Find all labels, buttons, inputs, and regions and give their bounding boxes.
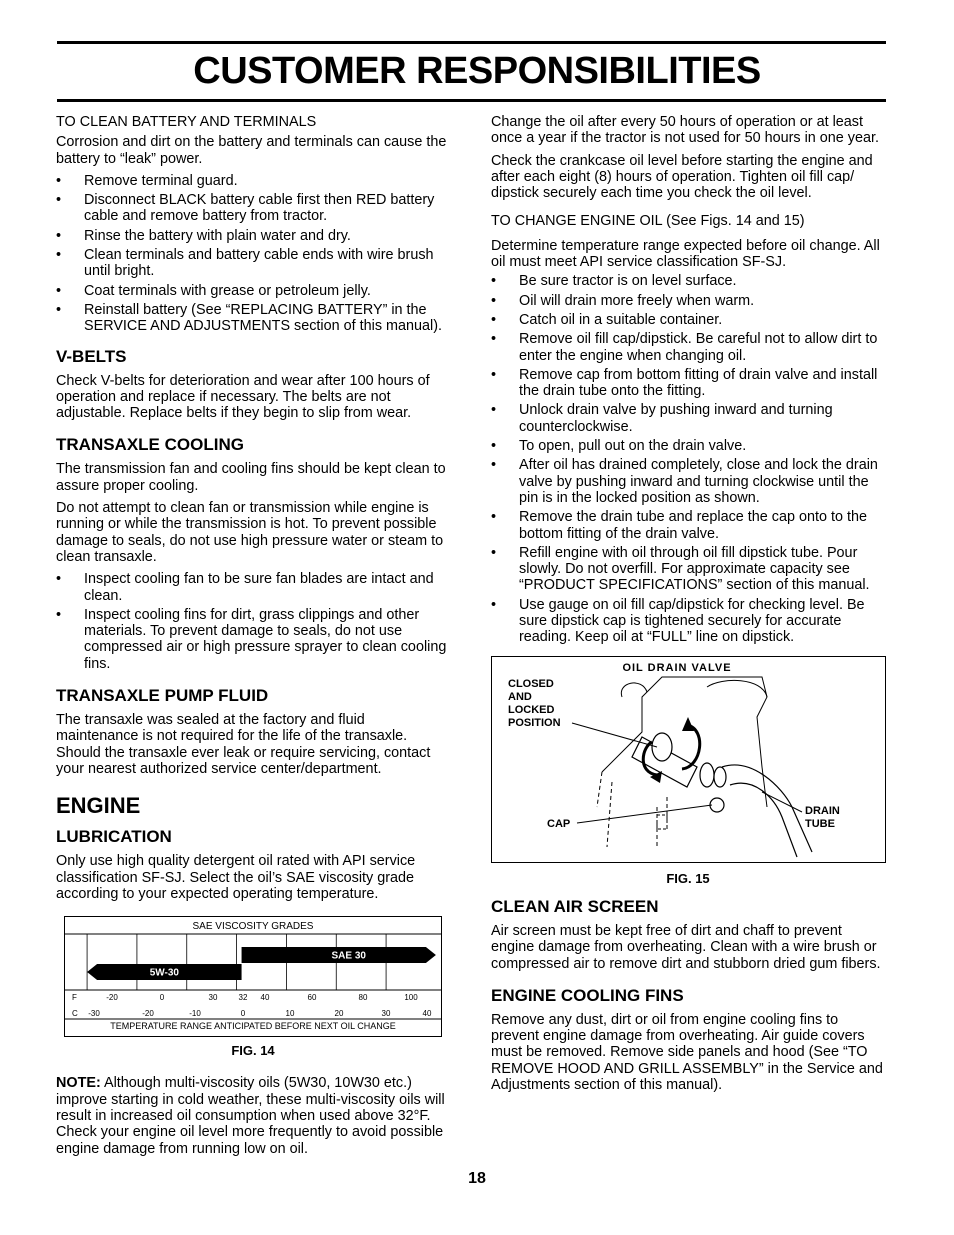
- c-tick-label: 20: [334, 1009, 344, 1019]
- list-item: • Use gauge on oil fill cap/dipstick for checking level. Be sure dipstick cap is tightened securely for accurate reading. Keep oil at “FULL” line on dipstick.: [491, 597, 885, 646]
- c-tick-label: -20: [142, 1009, 154, 1019]
- list-item: • Remove oil fill cap/dipstick. Be careful not to allow dirt to enter the engine when changing oil.: [491, 331, 885, 364]
- list-item: • Inspect cooling fan to be sure fan blades are intact and clean.: [56, 571, 450, 604]
- oil-drain-valve-figure: [491, 656, 886, 863]
- drain-label-1: DRAIN: [805, 804, 840, 817]
- c-tick-label: -30: [88, 1009, 100, 1019]
- battery-intro: Corrosion and dirt on the battery and terminals can cause the battery to “leak” power.: [56, 134, 447, 167]
- list-item: • Rinse the battery with plain water and dry.: [56, 228, 450, 244]
- list-item: • Reinstall battery (See “REPLACING BATTERY” in the SERVICE AND ADJUSTMENTS section of this manual).: [56, 302, 450, 335]
- transaxle-cooling-heading: TRANSAXLE COOLING: [56, 435, 244, 455]
- list-item: • Coat terminals with grease or petroleum jelly.: [56, 283, 450, 299]
- transaxle-pump-heading: TRANSAXLE PUMP FLUID: [56, 686, 269, 706]
- lubrication-text: Only use high quality detergent oil rated with API service classification SF-SJ. Select the oil’s SAE viscosity grade according to your expected operating temperature.: [56, 853, 416, 902]
- lubrication-heading: LUBRICATION: [56, 827, 172, 847]
- cap-label: CAP: [547, 817, 571, 830]
- f-tick-label: 40: [260, 993, 270, 1003]
- fig14-caption: FIG. 14: [231, 1043, 275, 1059]
- viscosity-bar-label: SAE 30: [331, 950, 366, 962]
- note-text: Although multi-viscosity oils (5W30, 10W30 etc.) improve starting in cold weather, these multi-viscosity oils will result in increased oil consumption when used above 32°F. Check your engine oil level more frequently to avoid possible engine damage from running low on oil.: [56, 1075, 445, 1157]
- list-item: • Oil will drain more freely when warm.: [491, 293, 885, 309]
- f-tick-label: 0: [159, 993, 165, 1003]
- list-item: • Inspect cooling fins for dirt, grass clippings and other materials. To prevent damage to seals, do not use compressed air or high pressure sprayer to clean cooling fins.: [56, 607, 450, 672]
- list-item: • Refill engine with oil through oil fill dipstick tube. Pour slowly. Do not overfill. For approximate capacity see “PRODUCT SPECIFICATIONS” section of this manual.: [491, 545, 885, 594]
- list-item: • Unlock drain valve by pushing inward and turning counterclockwise.: [491, 402, 885, 435]
- oil-text-2: Check the crankcase oil level before starting the engine and after each eight (8) hours of operation. Tighten oil fill cap/ dipstick securely each time you check the oil level.: [491, 152, 873, 202]
- pump-text: The transaxle was sealed at the factory and fluid maintenance is not required for the life of the transaxle. Should the transaxle ever leak or require servicing, contact your nearest authorized service center/department.: [56, 712, 431, 777]
- list-item: • To open, pull out on the drain valve.: [491, 438, 885, 454]
- list-item: • Disconnect BLACK battery cable first then RED battery cable and remove battery from tractor.: [56, 192, 450, 225]
- f-tick-label: 60: [307, 993, 317, 1003]
- oil-text-1: Change the oil after every 50 hours of operation or at least once a year if the tractor is not used for 50 hours in one year.: [491, 114, 879, 147]
- closed-label-3: LOCKED: [508, 703, 555, 716]
- oil-drain-valve-illustration: [492, 657, 885, 862]
- clean-air-screen-heading: CLEAN AIR SCREEN: [491, 896, 659, 916]
- c-tick-label: 30: [381, 1009, 391, 1019]
- note: [56, 1075, 450, 1156]
- battery-steps: [56, 173, 450, 335]
- viscosity-chart: [64, 916, 442, 1037]
- note-label: NOTE:: [56, 1075, 101, 1092]
- list-item: • Catch oil in a suitable container.: [491, 312, 885, 328]
- f-scale-label: F: [72, 993, 77, 1003]
- viscosity-bar: [242, 947, 436, 963]
- cooling-text-1: The transmission fan and cooling fins should be kept clean to assure proper cooling.: [56, 461, 446, 494]
- list-item: • Remove the drain tube and replace the cap onto to the bottom fitting of the drain valve.: [491, 509, 885, 542]
- page-number: 18: [468, 1170, 486, 1187]
- vbelts-heading: V-BELTS: [56, 346, 127, 366]
- c-tick-label: 0: [240, 1009, 246, 1019]
- change-oil-steps: [491, 273, 885, 645]
- f-tick-label: 80: [358, 993, 368, 1003]
- f-tick-label: 30: [208, 993, 218, 1003]
- chart-xlabel: TEMPERATURE RANGE ANTICIPATED BEFORE NEXT OIL CHANGE: [110, 1021, 396, 1032]
- c-tick-label: 10: [285, 1009, 295, 1019]
- f-tick-label: -20: [106, 993, 118, 1003]
- top-rule: [57, 41, 886, 44]
- drain-label-2: TUBE: [805, 817, 835, 830]
- engine-heading: ENGINE: [56, 793, 141, 819]
- c-tick-label: -10: [189, 1009, 201, 1019]
- cooling-steps: [56, 571, 450, 672]
- list-item: • Remove cap from bottom fitting of drain valve and install the drain tube onto the fitting.: [491, 367, 885, 400]
- viscosity-chart-svg: [65, 917, 441, 1036]
- closed-label-2: AND: [508, 690, 532, 703]
- battery-heading: TO CLEAN BATTERY AND TERMINALS: [56, 114, 317, 130]
- fig15-title: OIL DRAIN VALVE: [622, 661, 732, 674]
- right-column: [491, 114, 885, 1099]
- vbelts-text: Check V-belts for deterioration and wear after 100 hours of operation and replace if necessary. The belts are not adjustable. Replace belts if they begin to slip from wear.: [56, 372, 430, 422]
- closed-label-4: POSITION: [508, 716, 561, 729]
- list-item: • Remove terminal guard.: [56, 173, 450, 189]
- c-scale-label: C: [72, 1009, 78, 1019]
- cooling-text-2: Do not attempt to clean fan or transmission while engine is running or while the transmission is hot. To prevent possible damage to seals, do not use high pressure water or steam to clean transaxle.: [56, 500, 444, 565]
- air-screen-text: Air screen must be kept free of dirt and chaff to prevent engine damage from overheating. Clean with a wire brush or compressed air to remove dirt and stubborn dried gum fibers.: [491, 922, 881, 972]
- viscosity-bar-label: 5W-30: [149, 967, 179, 979]
- title-rule: [57, 99, 886, 102]
- page-title: CUSTOMER RESPONSIBILITIES: [193, 50, 761, 92]
- list-item: • Be sure tractor is on level surface.: [491, 273, 885, 289]
- fig15-caption: FIG. 15: [666, 870, 710, 886]
- f-tick-label: 100: [404, 993, 418, 1003]
- viscosity-bar: [87, 964, 241, 980]
- f-tick-label: 32: [238, 993, 248, 1003]
- change-oil-heading: TO CHANGE ENGINE OIL (See Figs. 14 and 15): [491, 213, 805, 230]
- left-column: [56, 114, 450, 1163]
- list-item: • After oil has drained completely, close and lock the drain valve by pushing inward and turning clockwise until the pin is in the locked position as shown.: [491, 457, 885, 506]
- c-tick-label: 40: [422, 1009, 432, 1019]
- closed-label-1: CLOSED: [508, 677, 554, 690]
- change-oil-intro: Determine temperature range expected before oil change. All oil must meet API service classification SF-SJ.: [491, 237, 880, 271]
- engine-cooling-fins-heading: ENGINE COOLING FINS: [491, 985, 684, 1005]
- cooling-fins-text: Remove any dust, dirt or oil from engine cooling fins to prevent engine damage from overheating. Air guide covers must be removed. Remove side panels and hood (See “TO REMOVE HOOD AND GRILL ASSEMBLY” in the Service and Adjustments section of this manual).: [491, 1011, 883, 1093]
- list-item: • Clean terminals and battery cable ends with wire brush until bright.: [56, 247, 450, 280]
- chart-title: SAE VISCOSITY GRADES: [192, 921, 314, 933]
